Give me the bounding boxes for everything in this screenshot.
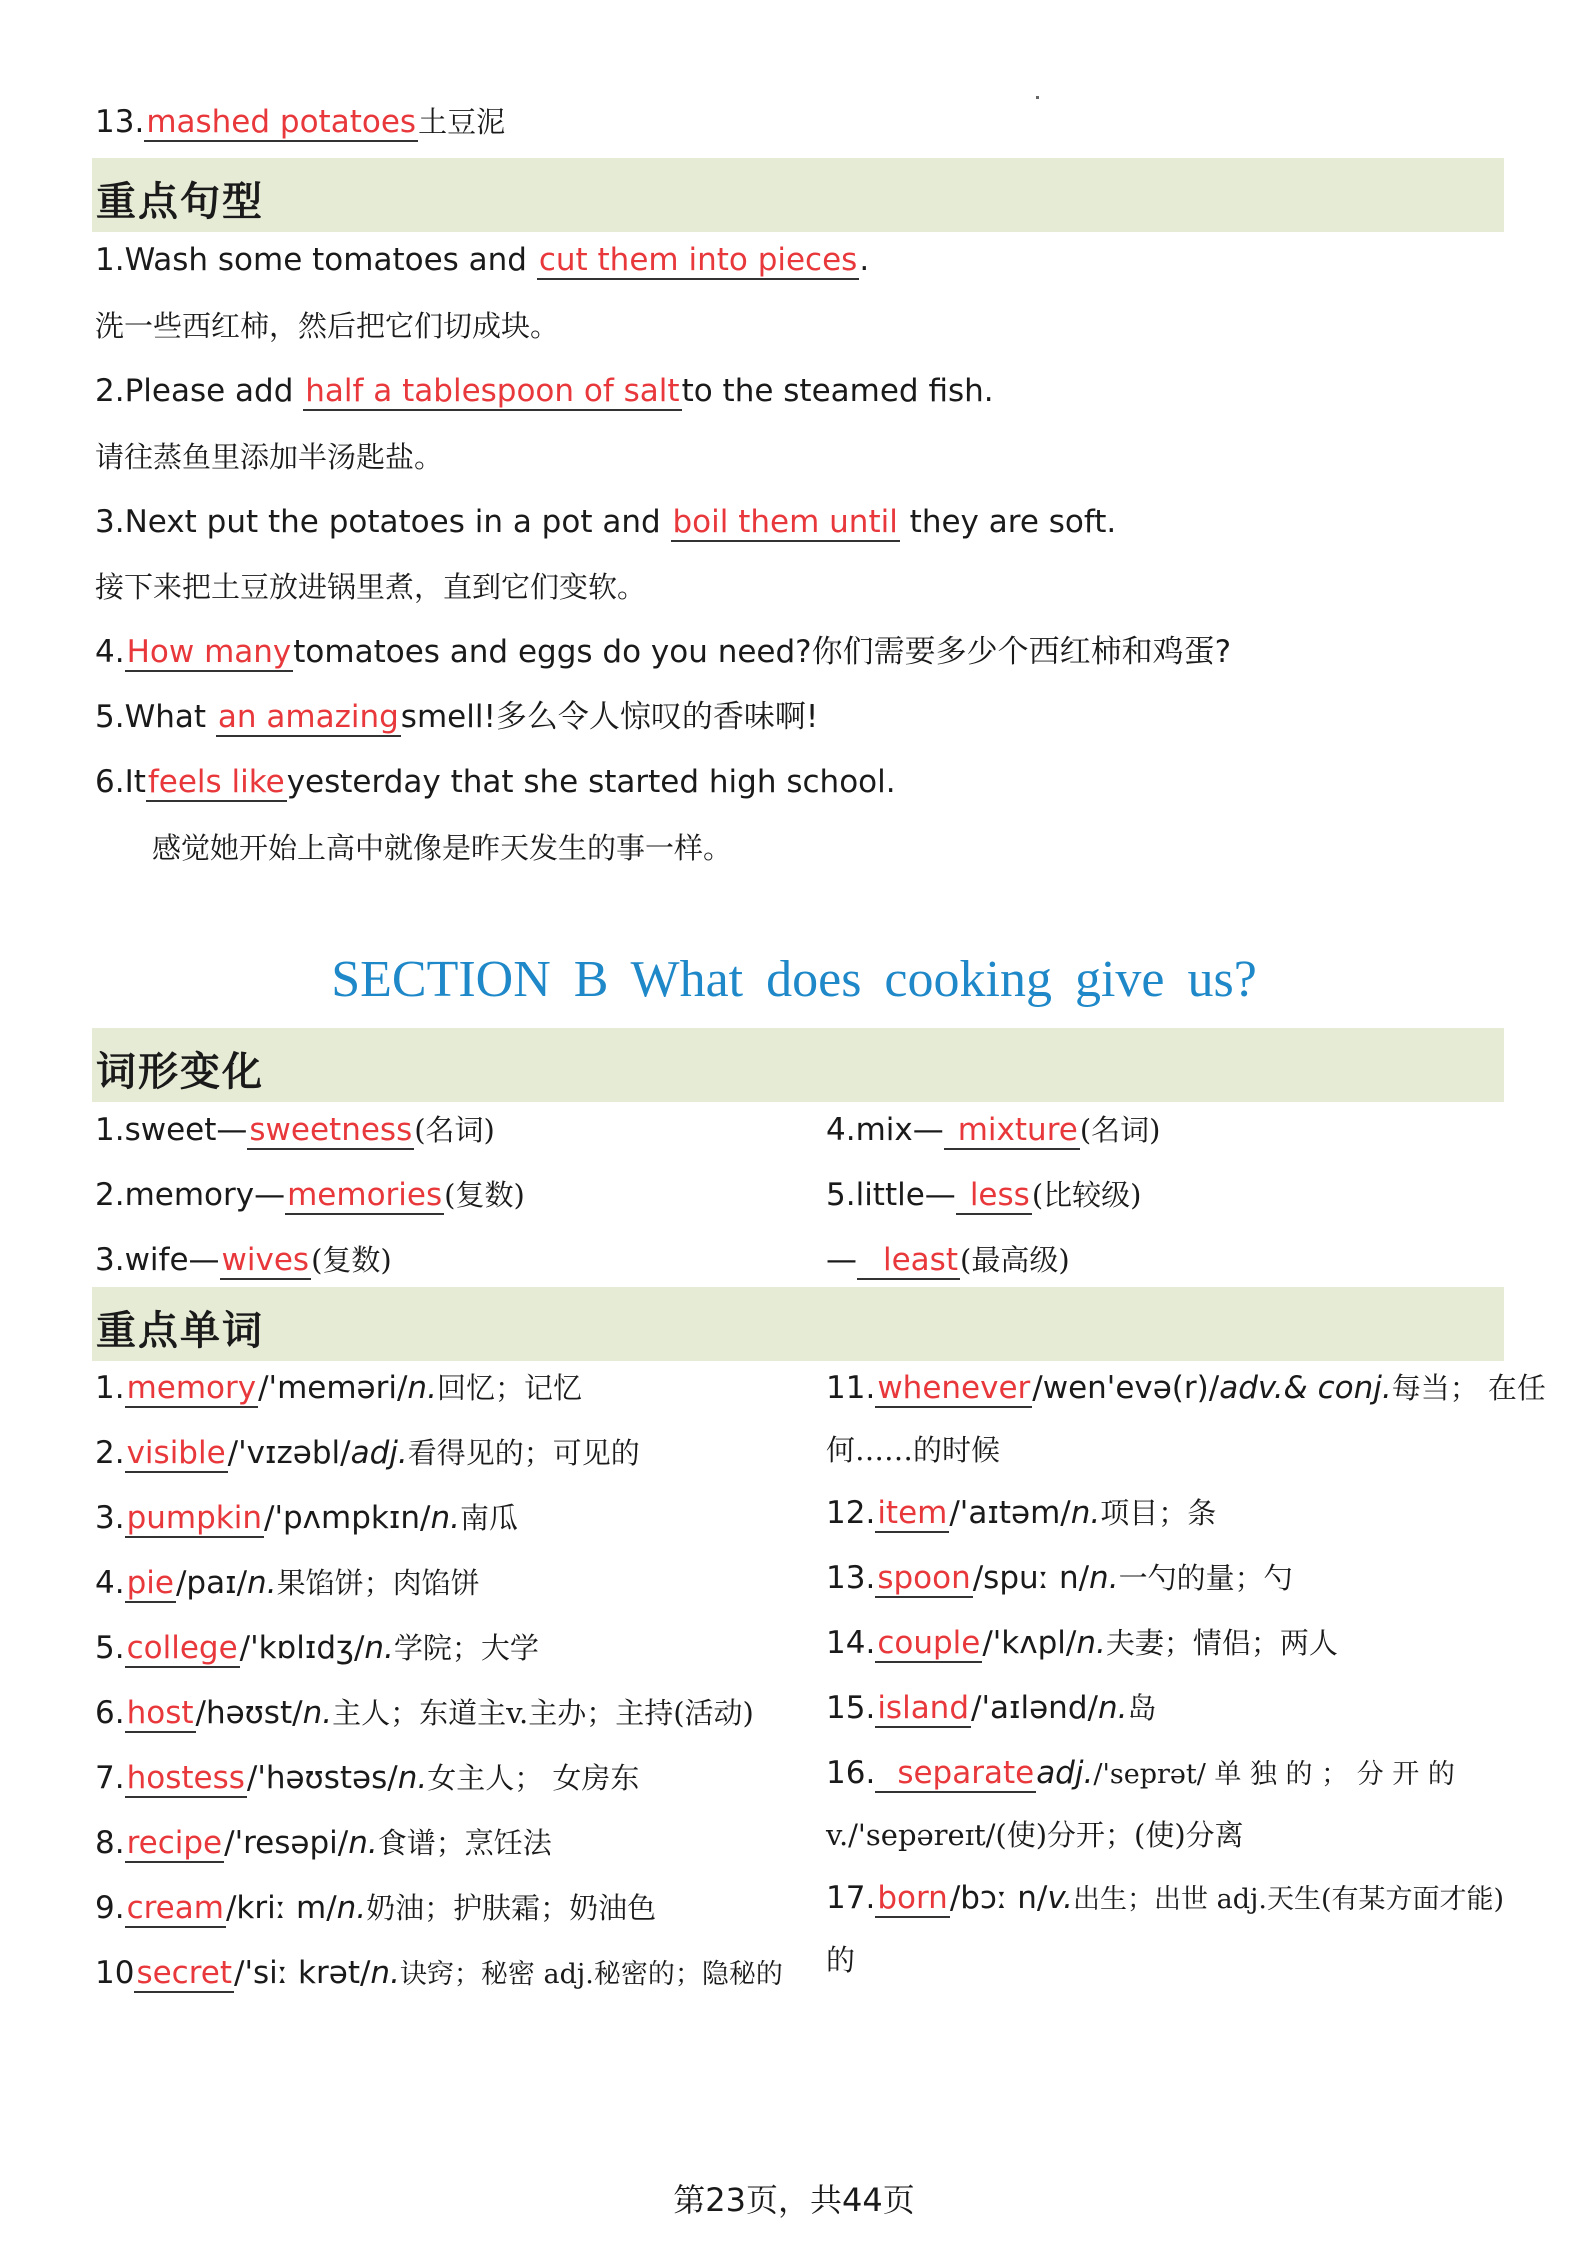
answer-blank: cream	[126, 1890, 224, 1926]
sentence-1: 1.Wash some tomatoes and cut them into pieces.	[95, 242, 870, 278]
page-number: 第23页，共44页	[673, 2181, 915, 2219]
vocab-item: 9.cream/kriː m/n.奶油；护肤霜；奶油色	[95, 1890, 657, 1926]
vocab-item: 14.couple/'kʌpl/n.夫妻；情侣；两人	[826, 1625, 1338, 1661]
vocab-item: 3.pumpkin/'pʌmpkɪn/n.南瓜	[95, 1500, 518, 1536]
section-b-title: SECTION B What does cooking give us?	[331, 951, 1257, 1008]
answer-blank: college	[126, 1630, 238, 1666]
answer-blank: an amazing	[217, 699, 399, 735]
sentence-4: 4.How manytomatoes and eggs do you need?你们需要多少个西红柿和鸡蛋?	[95, 634, 1232, 670]
answer-blank: sweetness	[249, 1112, 413, 1148]
vocab-item: 12.item/'aɪtəm/n.项目；条	[826, 1495, 1217, 1531]
answer-blank: half a tablespoon of salt	[305, 373, 680, 409]
answer-blank: whenever	[877, 1370, 1031, 1406]
header-bar-wordforms	[92, 1028, 1504, 1102]
vocab-item-13	[95, 102, 505, 142]
section-header: 重点句型	[96, 178, 264, 225]
sentence-1-translation: 洗一些西红柿，然后把它们切成块。	[95, 309, 560, 343]
answer-blank: pumpkin	[126, 1500, 262, 1536]
vocab-item-continued: 的	[826, 1943, 856, 1977]
vocab-item: 1.memory/'meməri/n.回忆；记忆	[95, 1370, 582, 1406]
answer-blank: recipe	[126, 1825, 223, 1861]
sentence-3-translation: 接下来把土豆放进锅里煮，直到它们变软。	[95, 570, 647, 604]
sentence-6: 6.Itfeels likeyesterday that she started high school.	[95, 764, 896, 800]
vocab-item: 5.college/'kɒlɪdʒ/n.学院；大学	[95, 1630, 539, 1666]
answer-blank: host	[126, 1695, 194, 1731]
answer-blank: cut them into pieces	[538, 242, 858, 278]
wordform-4: 4.mix— mixture(名词)	[826, 1112, 1161, 1148]
answer-blank: boil them until	[672, 504, 898, 540]
vocab-item: 10secret/'siː krət/n.诀窍；秘密 adj.秘密的；隐秘的	[95, 1955, 783, 1991]
vocab-item: 16. separateadj./'seprət/ 单 独 的 ； 分 开 的	[826, 1755, 1455, 1791]
vocab-item: 8.recipe/'resəpi/n.食谱；烹饪法	[95, 1825, 552, 1861]
vocab-item: 6.host/həʊst/n.主人；东道主v.主办；主持(活动)	[95, 1695, 754, 1731]
wordform-1: 1.sweet—sweetness(名词)	[95, 1112, 495, 1148]
answer-blank: wives	[221, 1242, 310, 1278]
vocab-item: 4.pie/paɪ/n.果馅饼；肉馅饼	[95, 1565, 480, 1601]
wordform-2: 2.memory—memories(复数)	[95, 1177, 525, 1213]
vocab-item: 2.visible/'vɪzəbl/adj.看得见的；可见的	[95, 1435, 640, 1471]
header-bar-vocab	[92, 1287, 1504, 1361]
answer-blank: visible	[126, 1435, 226, 1471]
vocab-item-continued: 何……的时候	[826, 1433, 1001, 1467]
answer-blank: secret	[136, 1955, 233, 1991]
vocab-item: 7.hostess/'həʊstəs/n.女主人； 女房东	[95, 1760, 640, 1796]
answer-blank: item	[877, 1495, 948, 1531]
answer-blank: hostess	[126, 1760, 245, 1796]
answer-blank: memories	[287, 1177, 443, 1213]
wordform-6: — least(最高级)	[826, 1242, 1070, 1278]
answer-blank: mixture	[944, 1112, 1080, 1150]
header-bar-sentences	[92, 158, 1504, 232]
answer-blank: island	[877, 1690, 970, 1726]
section-header: 重点单词	[96, 1307, 264, 1354]
answer-blank: pie	[126, 1565, 174, 1601]
sentence-2-translation: 请往蒸鱼里添加半汤匙盐。	[95, 440, 444, 474]
section-header: 词形变化	[96, 1048, 264, 1095]
answer-blank: feels like	[147, 764, 285, 800]
answer-blank: How many	[126, 634, 292, 670]
sentence-3: 3.Next put the potatoes in a pot and boil them until they are soft.	[95, 504, 1117, 540]
answer-blank: mashed potatoes	[146, 104, 417, 140]
answer-blank: separate	[875, 1755, 1036, 1793]
sentence-6-translation: 感觉她开始上高中就像是昨天发生的事一样。	[152, 831, 733, 865]
sentence-2: 2.Please add half a tablespoon of saltto the steamed fish.	[95, 373, 994, 409]
translation: 土豆泥	[418, 105, 506, 139]
vocab-item-continued: v./'sepəreɪt/(使)分开；(使)分离	[826, 1818, 1244, 1852]
vocab-item: 11.whenever/wen'evə(r)/adv.& conj.每当； 在任	[826, 1370, 1546, 1406]
sentence-5: 5.What an amazingsmell!多么令人惊叹的香味啊!	[95, 699, 819, 735]
vocab-item: 17.born/bɔː n/v.出生；出世 adj.天生(有某方面才能)	[826, 1880, 1505, 1916]
vocab-item: 15.island/'aɪlənd/n.岛	[826, 1690, 1157, 1726]
wordform-3: 3.wife—wives(复数)	[95, 1242, 392, 1278]
answer-blank: couple	[877, 1625, 981, 1661]
vocab-item: 13.spoon/spuː n/n.一勺的量；勺	[826, 1560, 1293, 1596]
answer-blank: memory	[126, 1370, 257, 1406]
answer-blank: born	[877, 1880, 948, 1916]
answer-blank: least	[857, 1242, 960, 1280]
item-number: 13.	[95, 104, 145, 140]
speck	[1036, 96, 1039, 99]
wordform-5: 5.little— less(比较级)	[826, 1177, 1142, 1213]
answer-blank: spoon	[877, 1560, 971, 1596]
answer-blank: less	[956, 1177, 1032, 1215]
